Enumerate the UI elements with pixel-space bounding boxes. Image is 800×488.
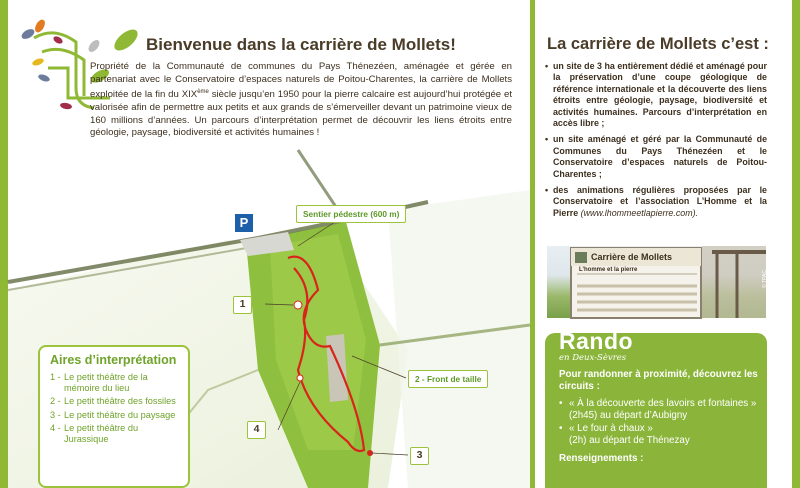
circuit-item — [559, 398, 759, 410]
bullet-icon: • — [559, 422, 563, 434]
interpretation-legend — [38, 345, 190, 488]
bullet-icon: • — [545, 61, 549, 71]
association-link[interactable]: (www.lhommeetlapierre.com). — [580, 207, 699, 218]
bullet-icon: • — [545, 185, 549, 196]
feature-item — [545, 185, 767, 219]
feature-list — [545, 61, 767, 224]
legend-item — [50, 372, 178, 393]
intro-paragraph — [90, 61, 512, 140]
legend-title: Aires d’interprétation — [50, 353, 177, 367]
intro-text-1: Propriété de la Communauté de communes du Pays Thénezéen, aménagée et gérée en partenariat avec le Conservatoire d’espaces naturels de Poitou-Charentes, la carrière de Mollets exploitée de la fin du XIX — [90, 61, 512, 101]
bullet-icon: • — [545, 134, 549, 145]
legend-text: Le petit théâtre du Jurassique — [64, 423, 139, 444]
legend-item — [50, 410, 178, 421]
photo-sign-sub: L’homme et la pierre — [579, 267, 638, 273]
page-title: Bienvenue dans la carrière de Mollets! — [146, 35, 456, 54]
rando-text — [559, 369, 759, 466]
circuit-detail: (2h45) au départ d’Aubigny — [569, 410, 688, 422]
rando-box — [545, 328, 767, 488]
legend-num: 4 - — [50, 423, 61, 433]
quarry-face-label: 2 - Front de taille — [408, 370, 488, 388]
feature-item — [545, 134, 767, 180]
marker-1: 1 — [233, 296, 252, 314]
legend-text: Le petit théâtre de la mémoire du lieu — [64, 372, 148, 393]
quarry-photo — [547, 246, 769, 318]
rando-intro: Pour randonner à proximité, découvrez les circuits : — [559, 369, 758, 393]
parking-icon: P — [235, 214, 253, 232]
rando-subtitle: en Deux-Sèvres — [559, 353, 627, 363]
circuit-name: « Le four à chaux » — [569, 422, 653, 434]
marker-4: 4 — [247, 421, 266, 439]
legend-text: Le petit théâtre du paysage — [64, 409, 176, 420]
circuit-name: « À la découverte des lavoirs et fontaines » — [569, 397, 757, 409]
feature-text: des animations régulières proposées par le Conservatoire et l’association L’Homme et la Pierre — [553, 185, 767, 218]
photo-credit: © TPAC — [762, 270, 769, 288]
legend-num: 3 - — [50, 409, 61, 420]
bullet-icon: • — [559, 397, 563, 409]
marker-3: 3 — [410, 447, 429, 465]
intro-text-2: siècle jusqu’en 1950 pour la pierre calcaire est aujourd’hui protégée et valorisée afin de permettre aux petits et aux grands de s’émerveiller devant un patrimoine vieux de 160 millions d’années. Un parcours d’interprétation permet de découvrir les liens étroits entre géologie, paysage, biodiversité et activités humaines ! — [90, 89, 512, 139]
feature-text: un site aménagé et géré par la Communauté de Communes du Pays Thénezéen et le Conservatoire d’espaces naturels de Poitou-Charentes ; — [553, 134, 767, 179]
legend-item — [50, 396, 178, 407]
rando-logo: Rando — [559, 328, 634, 354]
legend-num: 1 - — [50, 372, 61, 382]
feature-text: un site de 3 ha entièrement dédié et aménagé pour la préservation d’une coupe géologique de référence internationale et la découverte des liens étroits entre géologie, paysage, biodiversité et activités humaines. Parcours d’interprétation en accès libre ; — [553, 61, 767, 129]
photo-sign-title: Carrière de Mollets — [591, 252, 673, 262]
legend-num: 2 - — [50, 396, 61, 406]
trail-label: Sentier pédestre (600 m) — [296, 205, 406, 223]
right-title: La carrière de Mollets c’est : — [547, 35, 769, 53]
feature-item — [545, 61, 767, 129]
circuit-item — [559, 423, 759, 435]
circuit-detail: (2h) au départ de Thénezay — [569, 435, 690, 447]
legend-item — [50, 423, 178, 444]
feature-text-wrap — [553, 185, 767, 219]
legend-text: Le petit théâtre des fossiles — [64, 396, 176, 406]
rando-footer: Renseignements : — [559, 453, 644, 465]
intro-superscript: ème — [197, 89, 209, 96]
